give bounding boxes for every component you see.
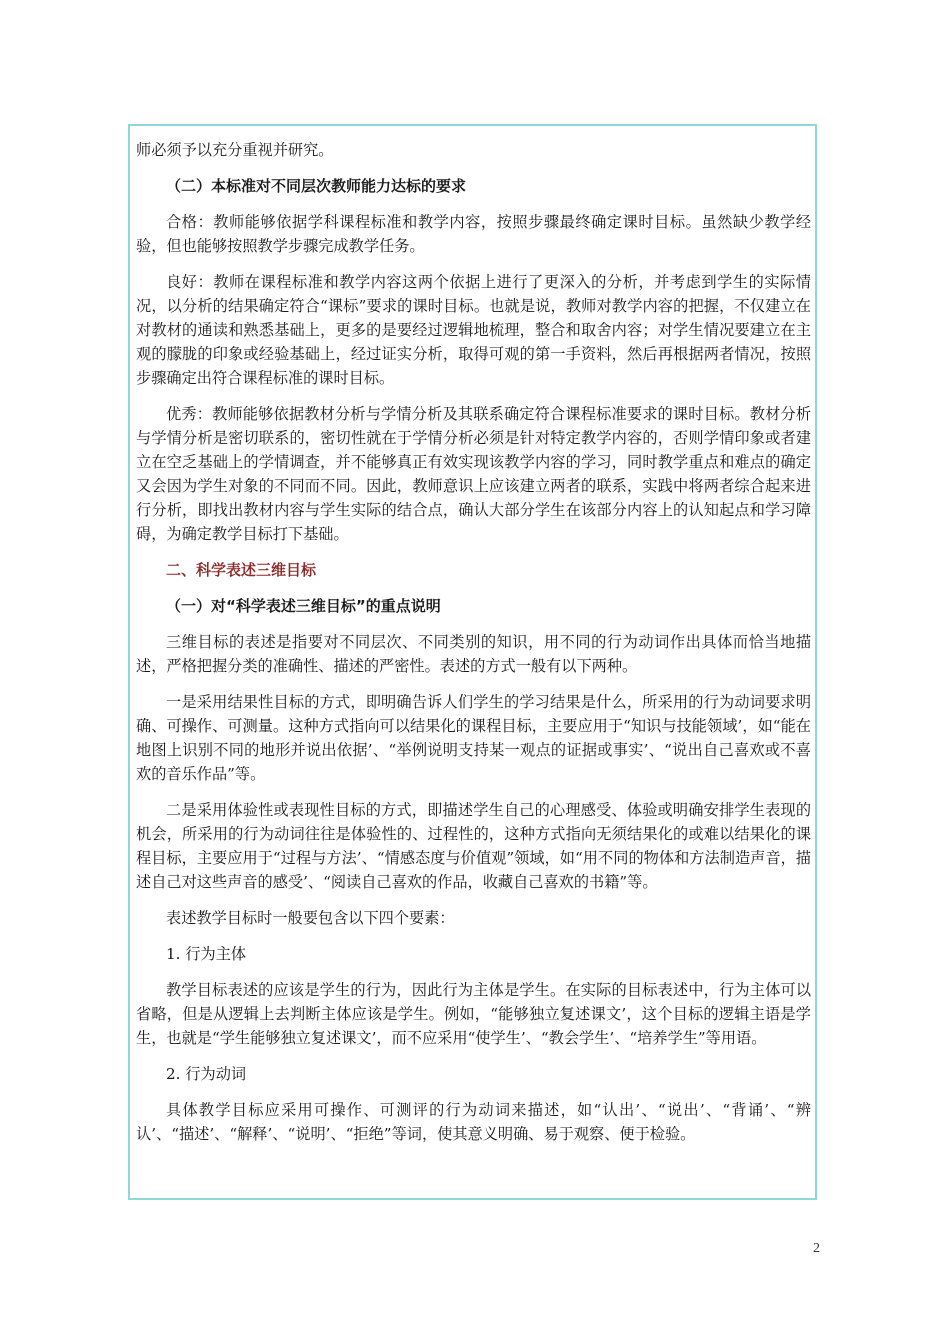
paragraph: 2. 行为动词 bbox=[166, 1065, 247, 1083]
paragraph: 一是采用结果性目标的方式，即明确告诉人们学生的学习结果是什么，所采用的行为动词要求明确、可操作、可测量。这种方式指向可以结果化的课程目标，主要应用于“知识与技能领域’，如“能在地图上识别不同的地形并说出依据’、“举例说明支持某一观点的证据或事实’、“说出自己喜欢或不喜欢的音乐作品”等。 bbox=[136, 693, 811, 783]
paragraph: 合格：教师能够依据学科课程标准和教学内容，按照步骤最终确定课时目标。虽然缺少教学经验，但也能够按照教学步骤完成教学任务。 bbox=[136, 213, 811, 255]
paragraph: 1. 行为主体 bbox=[166, 945, 247, 963]
paragraph: 二是采用体验性或表现性目标的方式，即描述学生自己的心理感受、体验或明确安排学生表现的机会，所采用的行为动词往往是体验性的、过程性的，这种方式指向无须结果化的或难以结果化的课程目标，主要应用于“过程与方法’、“情感态度与价值观”领域，如“用不同的物体和方法制造声音，描述自己对这些声音的感受’、“阅读自己喜欢的作品，收藏自己喜欢的书籍”等。 bbox=[136, 801, 811, 891]
content-frame bbox=[128, 124, 817, 1200]
paragraph: 三维目标的表述是指要对不同层次、不同类别的知识，用不同的行为动词作出具体而恰当地描述，严格把握分类的准确性、描述的严密性。表述的方式一般有以下两种。 bbox=[136, 633, 811, 675]
paragraph: 教学目标表述的应该是学生的行为，因此行为主体是学生。在实际的目标表述中，行为主体可以省略，但是从逻辑上去判断主体应该是学生。例如，“能够独立复述课文’，这个目标的逻辑主语是学生，也就是“学生能够独立复述课文’，而不应采用“使学生’、“教会学生’、“培养学生”等用语。 bbox=[136, 981, 811, 1047]
subsection-heading: （二）本标准对不同层次教师能力达标的要求 bbox=[166, 177, 467, 195]
paragraph: 师必须予以充分重视并研究。 bbox=[136, 141, 334, 159]
subsection-heading: （一）对“科学表述三维目标”的重点说明 bbox=[166, 597, 441, 615]
page-number: 2 bbox=[813, 1241, 820, 1256]
paragraph: 表述教学目标时一般要包含以下四个要素： bbox=[166, 909, 455, 927]
paragraph: 具体教学目标应采用可操作、可测评的行为动词来描述，如“认出’、“说出’、“背诵’、“辨认’、“描述’、“解释’、“说明’、“拒绝”等词，使其意义明确、易于观察、便于检验。 bbox=[136, 1101, 811, 1143]
section-heading: 二、科学表述三维目标 bbox=[166, 561, 317, 579]
paragraph: 优秀：教师能够依据教材分析与学情分析及其联系确定符合课程标准要求的课时目标。教材分析与学情分析是密切联系的，密切性就在于学情分析必须是针对特定教学内容的，否则学情印象或者建立在空乏基础上的学情调查，并不能够真正有效实现该教学内容的学习，同时教学重点和难点的确定又会因为学生对象的不同而不同。因此，教师意识上应该建立两者的联系，实践中将两者综合起来进行分析，即找出教材内容与学生实际的结合点，确认大部分学生在该部分内容上的认知起点和学习障碍，为确定教学目标打下基础。 bbox=[136, 405, 811, 543]
paragraph: 良好：教师在课程标准和教学内容这两个依据上进行了更深入的分析，并考虑到学生的实际情况，以分析的结果确定符合“课标”要求的课时目标。也就是说，教师对教学内容的把握，不仅建立在对教材的通读和熟悉基础上，更多的是要经过逻辑地梳理，整合和取舍内容；对学生情况要建立在主观的朦胧的印象或经验基础上，经过证实分析，取得可观的第一手资料，然后再根据两者情况，按照步骤确定出符合课程标准的课时目标。 bbox=[136, 273, 811, 387]
